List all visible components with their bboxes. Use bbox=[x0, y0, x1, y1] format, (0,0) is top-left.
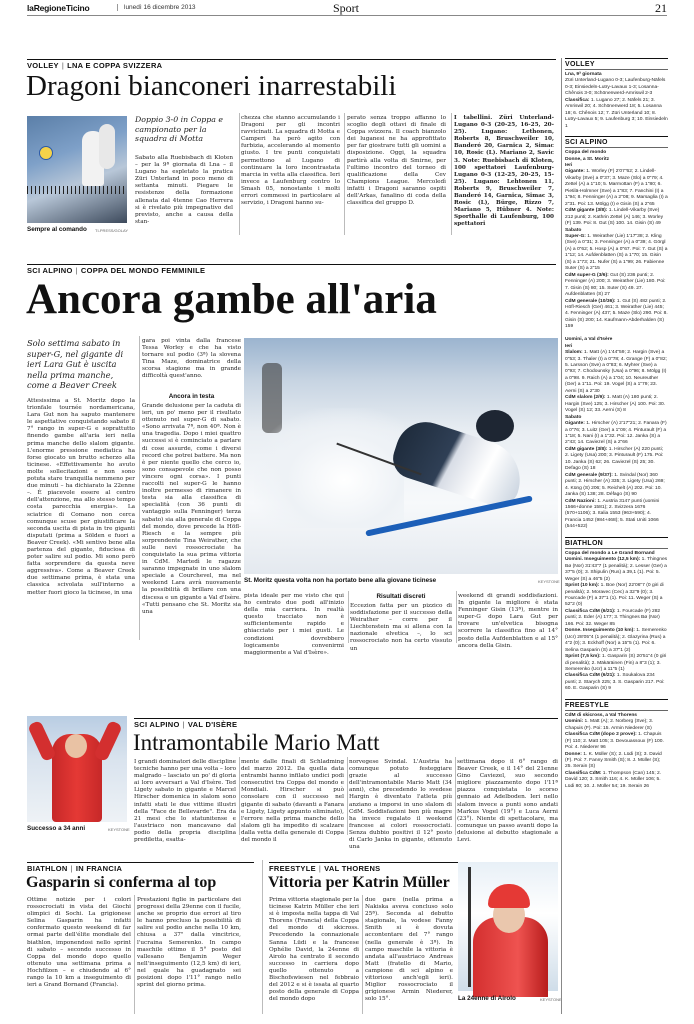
volley-results: I tabellini. Züri Unterland-Lugano 0-3 (20-25, 16-25, 20-25). Lugano: Lethonen, Roberts 8, Bruschweiler 10, Banderó 20, Garnica 2, Simac 10, Rosic (L). Mariano 2, Savic 3. Note: Ruebisbach di Kloten, 100 spettatori Laufenburg-Lugano 0-3 (12-25, 20-25, 15-25). Lugano: Lehtonen 11, Roberts 9, Bruschweiler 7, Banderó 14, Garnica, Simac 3, Rosic (L), Bürge, Rizzo 7, Mariano 5, Hübner 4. Note: Sporthalle di Laufenburg, 100 spettatori bbox=[454, 115, 554, 228]
ski-body-col1: Attesissima a St. Moritz dopo la trionfale tournée nordamericana, Lara Gut non ha saputo mantenere le aspettative conquistando sabato il 7° rango in super-G e soprattutto finendo gambe all'aria ieri nella prima manche dello slalom gigante. L'enorme pressione mediatica ha forse giocato un brutto scherzo alla ticinese. «Effettivamente ho avuto molte sollecitazioni e non sono potuta stare tranquilla nemmeno per due minuti – ha dichiarato la 22enne –. È piacevole essere al centro dell'attenzione, ma allo stesso tempo costa parecchia energia». La sciatrice di Comano non cerca comunque scuse per giustificare la seconda uscita di pista in tre giganti disputati (prima a Sölden e fuori a Beaver Creek). «Mi sentivo bene alla partenza del gigante, fiduciosa di poter salire sul podio. Mi sono però fatta sorprendere da questa neve aggressiva». Come a Beaver Creek due settimane prima, è stata una classica scivolata sull'interno a metter fuori gioco la ticinese, in una bbox=[27, 398, 135, 596]
volley-photo-caption: Sempre al comando bbox=[27, 226, 87, 233]
newspaper-logo: laRegioneTicino bbox=[27, 3, 90, 13]
volley-kicker-rule bbox=[27, 59, 556, 60]
muller-helmet bbox=[488, 884, 530, 908]
column-rule bbox=[239, 757, 240, 835]
sidebar-ski-heading: SCI ALPINO bbox=[565, 136, 668, 148]
ski-photo-credit: KEYSTONE bbox=[538, 579, 560, 584]
sidebar-freestyle-heading: FREESTYLE bbox=[565, 699, 668, 711]
masthead bbox=[27, 0, 667, 16]
column-rule bbox=[134, 895, 135, 1014]
muller-body-col2: due gare (nella prima a Nakiska aveva concluso solo 25ª). Seconda al debutto stagionale, la vodese Fanny Smith si è dovuta accontentare del 7° rango (nella generale è 3ª). In campo maschile la vittoria è andata all'austriaco Andreas Matt (fratello di Mario, campione di sci alpino e vittorioso anch'egli ieri). Miglior rossocrociato il grigionese Armin Niederer, solo 15°. bbox=[365, 897, 453, 1003]
matt-photo bbox=[27, 716, 127, 822]
section-name: Sport bbox=[333, 1, 360, 15]
column-rule bbox=[347, 757, 348, 835]
ski-kicker-rule bbox=[27, 264, 556, 265]
ski-kicker: SCI ALPINO | COPPA DEL MONDO FEMMINILE bbox=[27, 266, 206, 275]
gasparin-kicker: BIATHLON | IN FRANCIA bbox=[27, 864, 123, 873]
column-rule bbox=[139, 336, 140, 640]
ski-headline: Ancora gambe all'aria bbox=[26, 276, 437, 323]
gasparin-kicker-rule bbox=[27, 862, 254, 863]
column-rule bbox=[344, 113, 345, 235]
column-rule bbox=[456, 591, 457, 643]
snow-spray bbox=[254, 408, 404, 528]
volley-photo bbox=[27, 116, 127, 223]
matt-kicker-rule bbox=[134, 718, 558, 719]
matt-headline: Intramontabile Mario Matt bbox=[133, 730, 380, 755]
matt-body-col1: I grandi dominatori delle discipline tecniche hanno per una volta – loro malgrado – lasciato un po' di gloria ai loro avversari a Val d'Isère. Ted Ligety sabato in gigante e Marcel Hirscher domenica in slalom sono infatti stati le due vittime illustri della "Face de Bellevarde". Era da 21 mesi che lo statunitense e l'austriaco non mancavano dal podio della propria disciplina prediletta, esatta- bbox=[134, 759, 236, 844]
matt-photo-caption: Successo a 34 anni bbox=[27, 825, 86, 832]
muller-photo bbox=[458, 862, 558, 991]
sidebar-ski-results: Coppa del mondo Donne, a St. Moritz Ieri Gigante: 1. Worley (F) 2'07"62; 2. Lindell-Vikarby (Sve) a 0"37; 3. Maze (Slo) a 0"79; 4. Zettel (A) a 1"10; 5. Marmottan (F) a 1"80; 6. Pietilä-Holmner (Sve) a 1"83; 7. Fanchini (I) a 1"94; 8. Fenninger (A) a 2"08; 9. Marsaglia (I) a 2"31. Poi: 13. Mölgg (I) e Gisin (S) a 2"65 CdM gigante (3/8): 1. Lindell-Vikarby (Sve) 212 punti; 2. Kathrin Zettel (A) 146; 3. Worley (F) 139. Poi: 8. Gut (S) 100. 14. Gisin (S) 49 Sabato Super-G: 1. Weirather (Lie) 1'17"38; 2. Kling (Sve) a 0"31; 3. Fenninger (A) a 0"39; 4. Görgl (A) a 0"62; 5. Hosp (A) a 0"67. Poi: 7. Gut (S) a 1"12; 14. Aufdenblatten (S) a 1"70; 15. Gisin (S) a 1"73; 21. Nufer (S) a 1"99; 26. Fabienne Suter (S) a 2"15 CdM super-G (3/6): Gut (S) 236 punti; 2. Fenninger (A) 200; 3. Weirather (Lie) 180. Poi: 7. Gisin (S) 80; 15. Suter (S) 49. 27. Aufdenblatten (S) 27 CdM generale (10/36): 1. Gut (S) 482 punti; 2. Höfl-Riesch (Ger) 461; 3. Weirather (Lie) 445; 4. Fenninger (A) 437; 5. Maze (Slo) 290. Poi: 8. Gisin (S) 200; 14. Kaufmann-Abderhalden (S) 159 Uomini, a Val d'Isère Ieri Slalom: 1. Matt (A) 1'44"59; 2. Hargin (Sve) a 0"53; 3. Thaler (I) a 0"78; 4. Grange (F) a 0"82; 5. Larsson (Sve) a 0"83; 6. Myhrer (Sve) a 0"93; 7. Chodounsky (Usa) a 0"96; 8. Mölgg (I) a 0"98. 9. Raich (A) a 1"04; 10. Neureuther (Ger) a 1"11. Poi: 19. Vogel (S) a 1"79; 23. Aerni (S) a 2"30 CdM slalom (2/9): 1. Matt (A) 180 punti; 2. Hargin (Sve) 125; 3. Hirscher (A) 100. Poi: 30. Vogel (S) 12; 33. Aerni (S) 8 Sabato Gigante: 1. Hirscher (A) 2'17"21; 2. Fanara (F) a 0"76; 3. Luitz (Ger) a 1"09; 4. Pinturault (F) a 1"18; 5. Nani (I) a 1"32. Poi: 12. Janka (S) a 2"43; 14. Caviezel (S) a 2"66 CdM gigante (3/8): 1. Hirscher (A) 220 punti; 2. Ligety (Usa) 200; 3. Pinturault (F) 175. Poi: 10. Janka (S) 62; 26. Caviezel (S) 25; 30. Defago (S) 18 CdM generale (9/37): 1. Svindal (Nor) 360 punti; 2. Hirscher (A) 335; 3. Ligety (Usa) 269; 4. Küng (S) 206; 5. Reichelt (A) 202. Poi: 10. Janka (S) 138; 28. Défago (S) 90 CdM Nazioni: 1. Austria 3147 punti (uomini 1566+donne 1581); 2. Svizzera 1676 (570+1106); 3. Italia 1553 (963+590); 4. Francia 1452 (984+468); 5. Stati Uniti 1066 (544+522) bbox=[565, 150, 668, 530]
column-rule bbox=[451, 113, 452, 235]
muller-body-col1: Prima vittoria stagionale per la ticinese Katrin Müller che ieri si è imposta nella tappa di Val Thorens (Francia) della Coppa del mondo di skicross. Precedendo la connazionale Sanna Lüdi e la francese Ophélie David, la 24enne di Airolo ha centrato il secondo successo in carriera dopo quello ottenuto a Bischofswiesen nel febbraio del 2012 e si è issata al quarto posto della generale di Coppa del mondo dopo bbox=[269, 897, 359, 1003]
ski-body-col5: weekend di grandi soddisfazioni. In gigante la migliore è stata Fenninger Gisin (13ª), mentre in super-G dopo Lara Gut per trovare un'elvetica bisogna scorrere la classifica fino al 14° posto della Aufdenblatten e al 15° ancora della Gisin. bbox=[458, 593, 558, 649]
volleyball-icon bbox=[39, 146, 53, 160]
sidebar-biathlon-results: Coppa del mondo a Le Grand Bornand Uomini. Inseguimento (12,5 km): 1. Thingnes Bø (Nor) 31'43"7 (1 penalità); 2. Lesser (Ger) a 37"5 (0); 3. Shipulin (Rus) a 39,1 (1). Poi: 5. Weger (S) a 46"5 (2) Sprint (10 km): 1. Boe (Nor) 22'06"7 (0 giri di penalità); 2. Moravec (Cec) a 32"9 (0); 3. Fourcade (F) a 37"1 (1). Poi: 11. Weger (S) a 52"2 (0) Classifica CdM (6/21): 1. Fourcade (F) 282 punti; 2. Eder (A) 177; 3. Thingnes Bø (Nor) 166. Poi: 32. Weger 85 Donne. Inseguimento (10 km): 1. Semerenko (Ucr) 28'05"4 (1 penalità); 2. Glazyrina (Rus) a 4"2 (0); 3. Eckhoff (Nor) a 15"5 (1). Poi: 6. Selina Gasparin (S) a 37"1 (2) Sprint (7,5 km): 1. Gasparin (S) 20'51"4 (0 giri di penalità); 2. Mäkäräinen (Fin) a 8"3 (1); 3. Semerenko (Ucr) a 11"5 (1) Classifica CdM (6/21): 1. Soukalova 234 punti; 2. Starych 225; 3. S. Gasparin 217. Poi: 60. E. Gasparin (S) 9 bbox=[565, 550, 668, 692]
ski-pole bbox=[468, 867, 471, 987]
matt-body-col3: norvegese Svindal. L'Austria ha comunque potuto festeggiare grazie al successo dell'intramontabile Mario Matt (34 anni), che precedendo lo svedese Hargin è diventato l'atleta più anziano a imporsi in uno slalom di CdM. Soddisfazioni ben più magre ha invece regalato il weekend francese ai colori rossocrociati. Senza dubbio positivi il 12° posto di Carlo Janka in gigante, ottenuto una bbox=[349, 759, 452, 851]
muller-photo-caption: La 24enne di Airolo bbox=[458, 995, 516, 1002]
column-rule bbox=[262, 860, 263, 1014]
gasparin-headline: Gasparin si conferma al top bbox=[26, 874, 217, 891]
volley-net bbox=[27, 186, 127, 194]
gasparin-body-col1: Ottime notizie per i colori rossocrociati in vista dei Giochi olimpici di Sochi. La grigionese Selina Gasparin ha infatti confermato questo weekend di far ormai parte dell'élite mondiale del biathlon, imponendosi nello sprint di sabato – secondo successo in Coppa del mondo dopo quello ottenuto una settimana prima a Hochfilzen – e chiudendo al 6° rango la 10 km a inseguimento di ieri a Grand Bornand (Francia). bbox=[27, 897, 131, 989]
matt-body-col2: mente dalle finali di Schladming del marzo 2012. Da quella data entrambi hanno infilato undici podi consecutivi tra Coppa del mondo e Mondiali. Hirscher si può consolare con il successo nel gigante di sabato (davanti a Fanara e Ligety, Ligety appunto eliminato), l'errore nella prima manche dello slalom gli ha impedito di scalzare dalla vetta della generale di Coppa del mondo il bbox=[241, 759, 344, 844]
column-rule bbox=[362, 895, 363, 1014]
matt-face bbox=[65, 734, 87, 758]
matt-arm bbox=[27, 720, 57, 762]
volley-headline: Dragoni bianconeri inarrestabili bbox=[26, 70, 397, 102]
ski-box-title: Risultati discreti bbox=[376, 593, 426, 600]
sidebar-volley-heading: VOLLEY bbox=[565, 58, 668, 70]
sidebar-biathlon-heading: BIATHLON bbox=[565, 537, 668, 549]
matt-kicker: SCI ALPINO | VAL D'ISÈRE bbox=[134, 720, 238, 729]
matt-body-col4: settimana dopo il 6° rango di Beaver Creek, e il 14° del 21enne Gino Caviezel, suo secondo migliore piazzamento dopo l'11ª piazza conquistata lo scorso gennaio ad Adelboden. Ieri nello slalom invece a punti sono andati Markus Vogel (19°) e Luca Aerni (23°). Niente di spettacolare, ma comunque un passo avanti dopo la delusione al debutto stagionale a Levi. bbox=[457, 759, 558, 844]
ski-lead: Solo settima sabato in super-G, nel gigante di ieri Lara Gut è uscita nella prima manche, come a Beaver Creek bbox=[27, 338, 124, 391]
page-number: 21 bbox=[655, 1, 667, 15]
ski-body-col2a: gara poi vinta dalla francese Tessa Worley e che ha visto tornare sul podio (3ª) la slovena Tina Maze, dominatrice della scorsa stagione ma in grande difficoltà quest'anno. bbox=[142, 338, 241, 380]
muller-photo-credit: KEYSTONE bbox=[540, 997, 562, 1002]
ski-photo bbox=[244, 338, 558, 574]
ski-body-col4: Eccezion fatta per un pizzico di soddisfazione per il successo della Weirather – corre per il Liechtenstein ma si allena con la nazionale elvetica –, lo sci rossocrociato non ha certo vissuto un bbox=[350, 603, 452, 652]
column-rule bbox=[239, 113, 240, 235]
sidebar-freestyle-results: CdM di skicross, a Val Thorens Uomini: 1. Matt (A); 2. Norberg (Sve); 3. Chapuis (F). Poi: 15. Armin Niederer (S) Classifica CdM (dopo 2 prove): 1. Chapuis (F) 110; 2. Matt 105; 3. Devouassoux (F) 100. Poi: 4. Niederer 96 Donne: 1. K. Müller (S); 2. Lüdi (S); 3. David (F). Poi: 7. Fanny Smith (S); 8. J. Müller (S); 25. Serain (S) Classifica CdM: 1. Thompson (Can) 145; 2. David 120; 3. Smith 116; 4. K. Müller 106; 5. Lüdi 80; 10. J. Müller 54; 19. Serain 26 bbox=[565, 712, 664, 789]
results-sidebar bbox=[565, 58, 668, 1014]
masthead-date: lunedì 16 dicembre 2013 bbox=[117, 4, 196, 11]
volley-body-col3: perato senza troppo affanno lo scoglio degli ottavi di finale di Coppa svizzera. Il coach bianzolo dei luganesi ne ha approfittato per far giostrare tutti gli uomini a disposizione. Oggi, la squadra partirà alla volta di Smirne, per l'ultimo incontro del torneo di qualificazione della Cev Champions League. Mercoledì infatti i Dragoni saranno ospiti dell'Arkas, fanalino di coda della classifica del gruppo D. bbox=[347, 115, 446, 207]
volley-photo-credit: TI-PRESS/GOLAY bbox=[95, 228, 129, 233]
volley-lead: Doppio 3-0 in Coppa e campionato per la squadra di Motta bbox=[135, 115, 224, 144]
volley-kicker: VOLLEY | LNA E COPPA SVIZZERA bbox=[27, 61, 163, 70]
sidebar-volley-results: Lna, 9ª giornata Züri Unterland-Lugano 0-3; Laufenburg-Näfels 0-3; Einsiedeln-Lutry-Lavaux 1-3; Losanna-Chênois 3-0; Schönenwerd-Amriswil 2-3 Classifica: 1. Lugano 27; 2. Näfels 21; 3. Amriswil 20; 4. Schönenwerd 18; 5. Losanna 18; 6. Chênois 12; 7. Züri Unterland 10; 8. Lutry-Lavaux 5; 9. Laufenburg 3; 10. Einsiedeln 1 bbox=[565, 72, 668, 129]
matt-photo-credit: KEYSTONE bbox=[108, 827, 130, 832]
column-rule bbox=[455, 757, 456, 835]
sidebar-rule bbox=[561, 58, 562, 1014]
volley-body-col2: chezza che stanno accumulando i Dragoni per gli incontri ravvicinati. La squadra di Motta e Camperi ha però agito con furbizia, accelerando al momento giusto. I tre punti conquistati permettono al Lugano di continuare la loro incontrastata marcia in vetta alla classifica. Ieri invece a Laufenburg contro lo Smash 05, nonostante i molti errori commessi in particolare al servizio, i Dragoni hanno su- bbox=[241, 115, 340, 207]
ski-body-col3: pista ideale per me visto che qui ho centrato due podi all'inizio della mia carriera. In realtà questo tracciato non è sufficientemente rapido e ghiacciato per i miei gusti. Le condizioni dovrebbero logicamente convenirmi maggiormente a Val d'Isère». bbox=[244, 593, 344, 656]
gasparin-body-col2: Prestazioni figlie in particolare dei progressi della 29enne con il fucile, anche se proprio due errori al tiro le hanno precluso la possibilità di salire sul podio anche nella 10 km, chiusa a 37" dalla vincitrice, l'ucraina Semerenko. In campo maschile ottimo il 5° posto del vallesano Benjamin Weger nell'inseguimento (12,5 km) di ieri, nel quale ha guadagnato sei posizioni dopo l'11° rango nello sprint del giorno prima. bbox=[137, 897, 241, 989]
muller-kicker: FREESTYLE | VAL THORENS bbox=[269, 864, 381, 873]
column-rule bbox=[348, 591, 349, 643]
ski-photo-caption: St. Moritz questa volta non ha portato bene alla giovane ticinese bbox=[244, 577, 437, 584]
ski-body-col2b: Grande delusione per la caduta di ieri, un po' meno per il risultato ottenuto nel super-G di sabato. «Sono arrivata 7ª, non 40ª. Non è una tragedia. Dopo i miei quattro successi si è cominciato a parlare di cose assurde, come i diversi record che potrei battere. Ma non è per niente quello che cerco io, sono consapevole che non posso vincere ogni corsa». I punti raccolti nel super-G le hanno inoltre permesso di rimanere in testa sia alla classifica di specialità (con 36 punti di vantaggio sulla Fenninger) terza sabato) sia alla generale di Coppa del mondo, dove precede la Höfl-Riesch e la sempre più sorprendente Tina Weirather, che sulle nevi rossocrociate ha conquistato la sua prima vittoria in CdM. Martedì le ragazze saranno impegnate in uno slalom speciale a Courchevel, ma nel weekend Lara avrà nuovamente la possibilità di brillare con una discesa e un gigante a Val d'Isère. «Tutti pensano che St. Moritz sia una bbox=[142, 403, 241, 615]
volley-player-figure bbox=[99, 124, 115, 169]
ski-subhead: Ancora in testa bbox=[168, 393, 215, 400]
volley-body-col1: Sabato alla Ruebisbach di Kloten – per la 9ª giornata di Lna – il Lugano ha espletato la pratica Züri Unterland in poco meno di settanta minuti. Piegare le resistenze della formazione allenata dal 4tenne Cao Herrera si è rivelato più impegnativo del previsto, anche a causa della stan- bbox=[135, 155, 233, 225]
skier-helmet bbox=[476, 410, 514, 442]
muller-headline: Vittoria per Katrin Müller bbox=[268, 874, 450, 891]
